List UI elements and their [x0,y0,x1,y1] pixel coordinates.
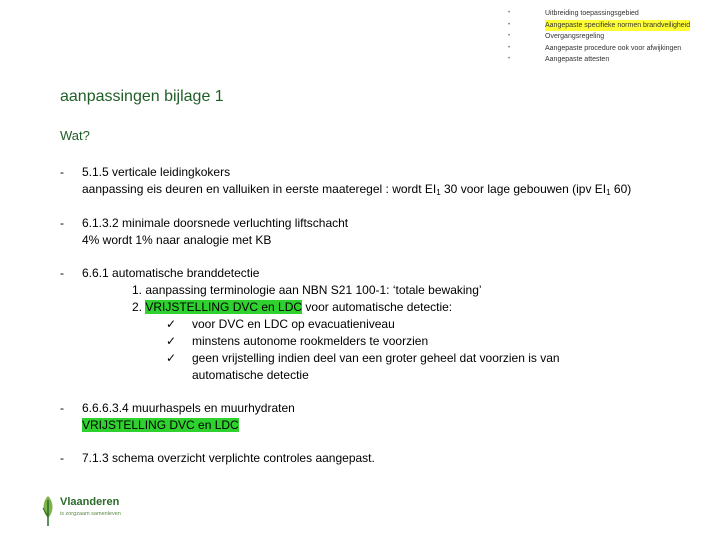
nav-item-label: Overgangsregeling [545,33,605,40]
nav-item-normen-active[interactable] [508,20,713,32]
nav-item-label: Aangepaste procedure ook voor afwijkingen [545,44,682,52]
checkmark-icon: ✓ [166,351,177,365]
nav-item-overgangsregeling[interactable] [508,31,713,43]
checkmark-icon: ✓ [166,334,177,348]
nav-item-label-highlighted: Aangepaste specifieke normen brandveiligheid [545,20,690,32]
checkmark-icon: ✓ [166,317,177,331]
section-question: Wat? [60,128,90,143]
numbered-item: 1. aanpassing terminologie aan NBN S21 100-1: ‘totale bewaking’ [132,283,482,297]
dash-bullet: - [60,451,64,465]
nav-bullet: • [508,33,511,39]
nav-bullet: • [508,56,511,62]
nav-item-attesten[interactable] [508,54,713,66]
dash-bullet: - [60,401,64,415]
check-item: ✓ geen vrijstelling indien deel van een groter geheel dat voorzien is van [166,351,560,365]
nav-item-procedure[interactable] [508,43,713,55]
highlight-vrijstelling: VRIJSTELLING DVC en LDC [82,418,239,432]
item-text: aanpassing eis deuren en valluiken in eerste maateregel : wordt $EI_1$ 30 voor lage gebouwen (ipv $EI_1$ 60) [82,182,632,197]
numbered-item: 2. VRIJSTELLING DVC en LDC voor automatische detectie: [132,300,453,314]
logo-brand: Vlaanderen [60,496,120,508]
vlaanderen-logo [40,494,136,528]
check-item-continuation: automatische detectie [192,368,309,382]
nav-bullet: • [508,10,511,16]
nav-item-label: Aangepaste attesten [545,56,610,63]
logo-tagline: is zorgzaam samenleven [60,511,121,517]
check-item: ✓ voor DVC en LDC op evacuatieniveau [166,317,395,331]
leaf-icon [40,494,56,528]
nav-item-label: Uitbreiding toepassingsgebied [545,10,639,17]
dash-bullet: - [60,216,64,230]
highlight-vrijstelling: VRIJSTELLING DVC en LDC [145,300,303,314]
nav-item-uitbreiding[interactable] [508,8,713,20]
page-title: aanpassingen bijlage 1 [60,88,224,105]
dash-bullet: - [60,266,64,280]
nav-bullet: • [508,44,511,51]
item-heading: 6.1.3.2 minimale doorsnede verluchting liftschacht [82,216,349,230]
top-navigation [508,8,713,66]
item-text: 4% wordt 1% naar analogie met KB [82,233,272,247]
dash-bullet: - [60,165,64,179]
item-text [82,417,295,434]
item-heading: 6.6.6.3.4 muurhaspels en muurhydraten [82,401,295,415]
check-item: ✓ minstens autonome rookmelders te voorzien [166,334,429,348]
item-heading: 6.6.1 automatische branddetectie [82,266,260,280]
item-heading: 7.1.3 schema overzicht verplichte controles aangepast. [82,451,375,465]
nav-bullet: • [508,21,511,28]
item-heading: 5.1.5 verticale leidingkokers [82,165,231,179]
